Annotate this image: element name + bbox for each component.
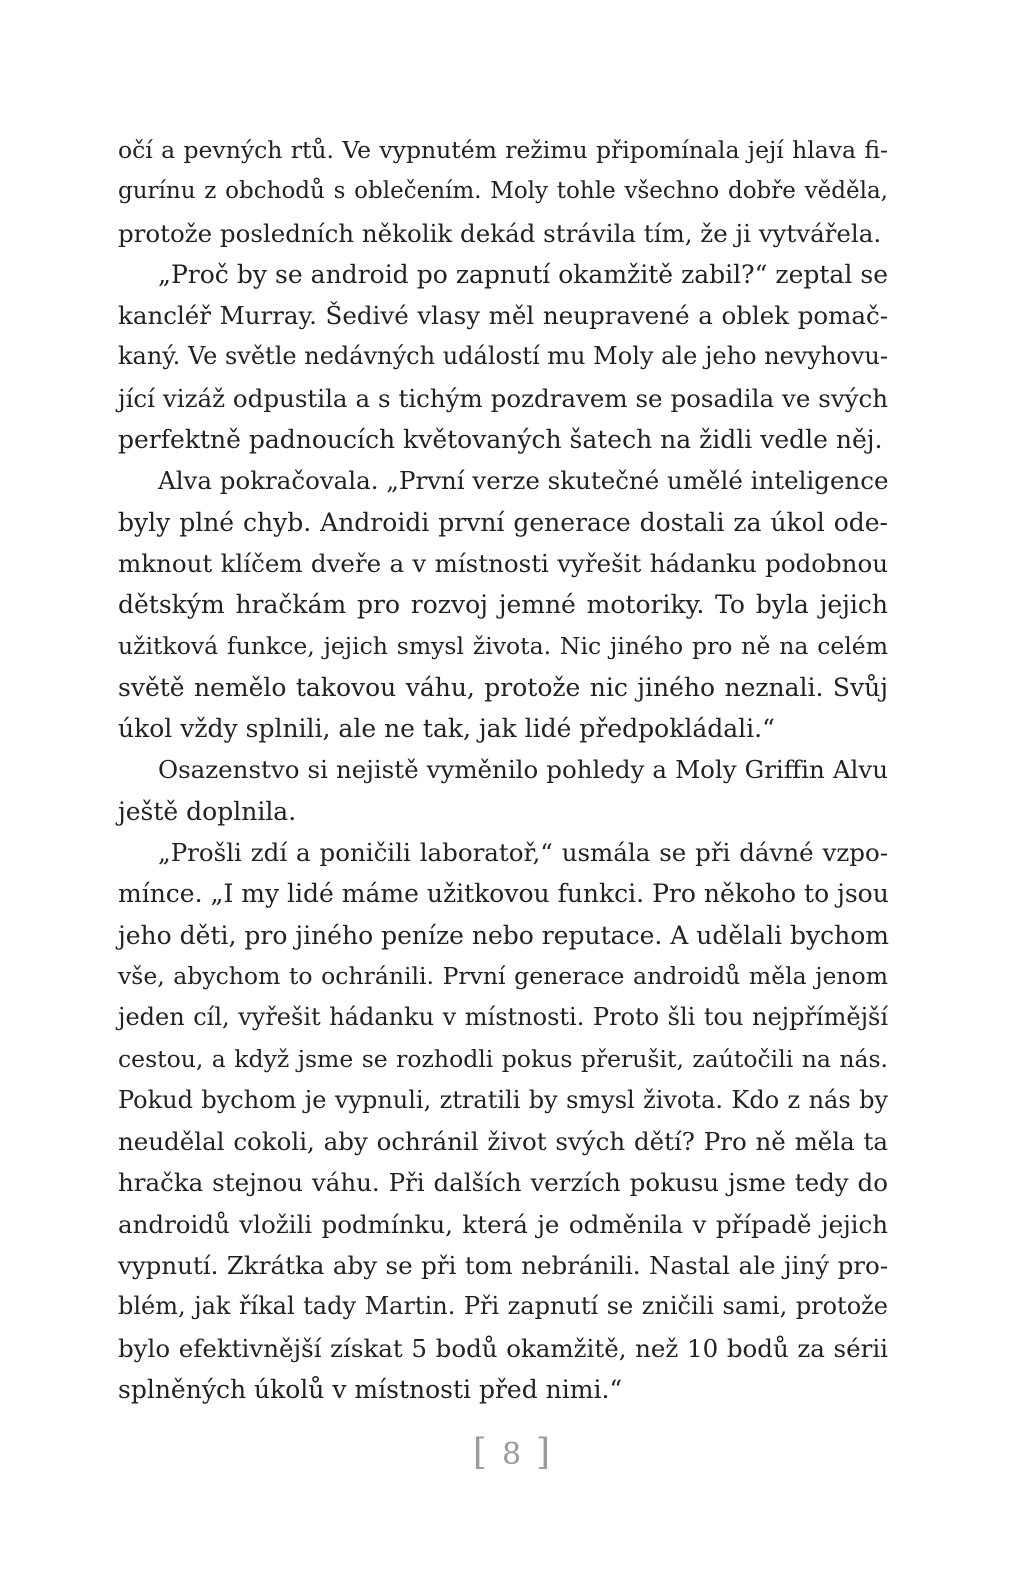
text-line: „Prošli zdí a poničili laboratoř,“ usmála se při dávné vzpo- (158, 838, 888, 868)
text-line: světě nemělo takovou váhu, protože nic jiného neznali. Svůj (118, 672, 888, 702)
page-number-close-bracket: ] (536, 1432, 552, 1473)
page-number-value: 8 (501, 1437, 523, 1472)
text-line: užitková funkce, jejich smysl života. Nic jiného pro ně na celém (118, 631, 888, 660)
text-line: vše, abychom to ochránili. První generace androidů měla jenom (118, 961, 888, 990)
text-line: androidů vložili podmínku, která je odměnila v případě jejich (118, 1209, 888, 1239)
text-line: jeho děti, pro jiného peníze nebo reputace. A udělali bychom (118, 920, 889, 950)
text-line: „Proč by se android po zapnutí okamžitě zabil?“ zeptal se (158, 259, 888, 289)
text-line: vypnutí. Zkrátka aby se při tom nebránili. Nastal ale jiný pro- (118, 1251, 888, 1281)
text-line: cestou, a když jsme se rozhodli pokus přerušit, zaútočili na nás. (118, 1044, 888, 1073)
text-line: bylo efektivnější získat 5 bodů okamžitě, než 10 bodů za sérii (118, 1333, 888, 1363)
text-line: jeden cíl, vyřešit hádanku v místnosti. Proto šli tou nejpřímější (118, 1003, 888, 1032)
page-number-open-bracket: [ (472, 1432, 488, 1473)
text-line: neudělal cokoli, aby ochránil život svých dětí? Pro ně měla ta (118, 1127, 888, 1157)
text-line: ještě doplnila. (118, 796, 297, 826)
text-line: kaný. Ve světle nedávných událostí mu Moly ale jeho nevyhovu- (118, 342, 888, 371)
text-line: protože posledních několik dekád strávila tím, že ji vytvářela. (118, 218, 882, 248)
text-line: kancléř Murray. Šedivé vlasy měl neupravené a oblek pomač- (118, 301, 888, 331)
text-line: úkol vždy splnili, ale ne tak, jak lidé předpokládali.“ (118, 714, 775, 744)
text-line: byly plné chyb. Androidi první generace dostali za úkol ode- (118, 507, 888, 537)
text-line: blém, jak říkal tady Martin. Při zapnutí se zničili sami, protože (118, 1292, 888, 1321)
text-line: Pokud bychom je vypnuli, ztratili by smysl života. Kdo z nás by (118, 1085, 888, 1114)
text-line: gurínu z obchodů s oblečením. Moly tohle všechno dobře věděla, (118, 178, 888, 205)
text-line: očí a pevných rtů. Ve vypnutém režimu připomínala její hlava fi- (118, 136, 888, 164)
text-line: hračka stejnou váhu. Při dalších verzích pokusu jsme tedy do (118, 1168, 888, 1198)
text-line: splněných úkolů v místnosti před nimi.“ (118, 1374, 623, 1404)
page-number (0, 1432, 1024, 1473)
body-text (118, 130, 888, 1410)
text-line: Osazenstvo si nejistě vyměnilo pohledy a Moly Griffin Alvu (158, 755, 888, 785)
text-line: jící vizáž odpustila a s tichým pozdravem se posadila ve svých (118, 383, 888, 413)
text-line: Alva pokračovala. „První verze skutečné umělé inteligence (158, 466, 889, 496)
text-line: mínce. „I my lidé máme užitkovou funkci. Pro někoho to jsou (118, 879, 889, 909)
text-line: perfektně padnoucích květovaných šatech na židli vedle něj. (118, 425, 883, 455)
text-line: mknout klíčem dveře a v místnosti vyřešit hádanku podobnou (118, 548, 888, 578)
text-line: dětským hračkám pro rozvoj jemné motoriky. To byla jejich (118, 590, 888, 620)
